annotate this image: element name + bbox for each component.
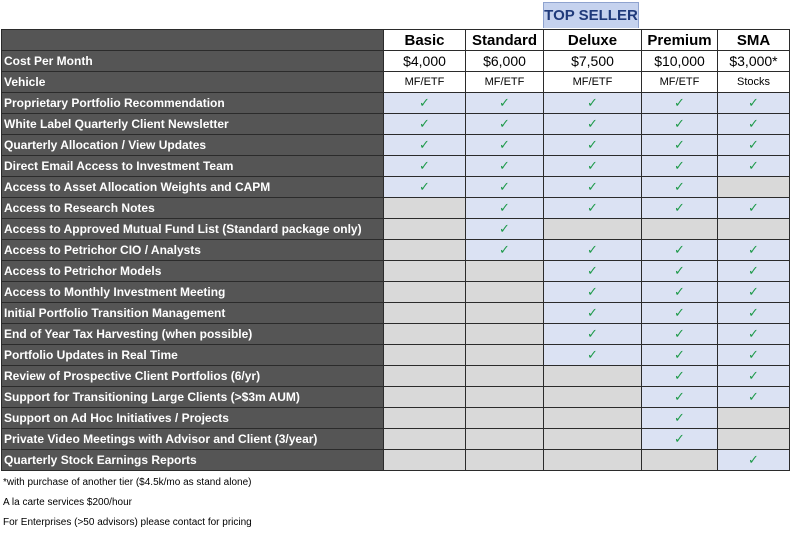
checkmark-icon: ✓ <box>674 305 685 320</box>
checkmark-icon: ✓ <box>587 179 598 194</box>
table-row <box>2 198 790 219</box>
footnotes <box>3 472 252 532</box>
pricing-table <box>1 29 790 471</box>
check-cell-standard <box>466 198 544 219</box>
check-cell-deluxe <box>544 345 642 366</box>
feature-label: Review of Prospective Client Portfolios (6/yr) <box>2 366 384 387</box>
value-cell-sma: Stocks <box>718 72 790 93</box>
check-cell-sma <box>718 198 790 219</box>
checkmark-icon: ✓ <box>587 347 598 362</box>
feature-label: Quarterly Allocation / View Updates <box>2 135 384 156</box>
check-cell-basic <box>384 282 466 303</box>
checkmark-icon: ✓ <box>587 284 598 299</box>
feature-label: White Label Quarterly Client Newsletter <box>2 114 384 135</box>
checkmark-icon: ✓ <box>748 95 759 110</box>
check-cell-sma <box>718 261 790 282</box>
checkmark-icon: ✓ <box>674 200 685 215</box>
feature-label: Cost Per Month <box>2 51 384 72</box>
table-row <box>2 366 790 387</box>
checkmark-icon: ✓ <box>748 389 759 404</box>
checkmark-icon: ✓ <box>674 95 685 110</box>
checkmark-icon: ✓ <box>748 305 759 320</box>
checkmark-icon: ✓ <box>748 452 759 467</box>
tier-header-basic: Basic <box>384 30 466 51</box>
check-cell-sma <box>718 282 790 303</box>
checkmark-icon: ✓ <box>748 137 759 152</box>
check-cell-premium <box>642 135 718 156</box>
checkmark-icon: ✓ <box>748 242 759 257</box>
checkmark-icon: ✓ <box>674 326 685 341</box>
feature-label: Support for Transitioning Large Clients (>$3m AUM) <box>2 387 384 408</box>
check-cell-standard <box>466 261 544 282</box>
checkmark-icon: ✓ <box>748 200 759 215</box>
table-row <box>2 93 790 114</box>
checkmark-icon: ✓ <box>748 347 759 362</box>
table-row <box>2 387 790 408</box>
check-cell-basic <box>384 219 466 240</box>
check-cell-standard <box>466 324 544 345</box>
check-cell-premium <box>642 303 718 324</box>
table-row <box>2 114 790 135</box>
check-cell-deluxe <box>544 366 642 387</box>
feature-label: Access to Monthly Investment Meeting <box>2 282 384 303</box>
tier-header-row <box>2 30 790 51</box>
check-cell-standard <box>466 387 544 408</box>
table-row <box>2 51 790 72</box>
feature-label: Initial Portfolio Transition Management <box>2 303 384 324</box>
check-cell-sma <box>718 303 790 324</box>
feature-label: Access to Approved Mutual Fund List (Standard package only) <box>2 219 384 240</box>
check-cell-premium <box>642 198 718 219</box>
check-cell-sma <box>718 135 790 156</box>
check-cell-premium <box>642 429 718 450</box>
check-cell-basic <box>384 387 466 408</box>
check-cell-deluxe <box>544 198 642 219</box>
checkmark-icon: ✓ <box>674 368 685 383</box>
table-row <box>2 324 790 345</box>
tier-header-standard: Standard <box>466 30 544 51</box>
feature-label: Access to Research Notes <box>2 198 384 219</box>
footnote-sma-pricing: *with purchase of another tier ($4.5k/mo as stand alone) <box>3 477 252 488</box>
check-cell-sma <box>718 240 790 261</box>
check-cell-deluxe <box>544 282 642 303</box>
check-cell-premium <box>642 387 718 408</box>
check-cell-sma <box>718 219 790 240</box>
value-cell-standard: MF/ETF <box>466 72 544 93</box>
value-cell-deluxe: $7,500 <box>544 51 642 72</box>
value-cell-deluxe: MF/ETF <box>544 72 642 93</box>
checkmark-icon: ✓ <box>587 158 598 173</box>
check-cell-premium <box>642 114 718 135</box>
check-cell-basic <box>384 366 466 387</box>
check-cell-sma <box>718 408 790 429</box>
check-cell-deluxe <box>544 450 642 471</box>
checkmark-icon: ✓ <box>748 158 759 173</box>
check-cell-standard <box>466 429 544 450</box>
checkmark-icon: ✓ <box>587 116 598 131</box>
checkmark-icon: ✓ <box>748 263 759 278</box>
checkmark-icon: ✓ <box>499 137 510 152</box>
value-cell-sma: $3,000* <box>718 51 790 72</box>
table-row <box>2 450 790 471</box>
check-cell-basic <box>384 135 466 156</box>
check-cell-premium <box>642 93 718 114</box>
check-cell-sma <box>718 366 790 387</box>
check-cell-deluxe <box>544 387 642 408</box>
feature-label: Vehicle <box>2 72 384 93</box>
checkmark-icon: ✓ <box>674 389 685 404</box>
table-row <box>2 345 790 366</box>
check-cell-deluxe <box>544 324 642 345</box>
checkmark-icon: ✓ <box>748 326 759 341</box>
check-cell-premium <box>642 240 718 261</box>
checkmark-icon: ✓ <box>748 368 759 383</box>
value-cell-basic: $4,000 <box>384 51 466 72</box>
checkmark-icon: ✓ <box>587 326 598 341</box>
feature-label: Access to Petrichor CIO / Analysts <box>2 240 384 261</box>
check-cell-basic <box>384 345 466 366</box>
feature-label: Access to Asset Allocation Weights and CAPM <box>2 177 384 198</box>
checkmark-icon: ✓ <box>499 200 510 215</box>
checkmark-icon: ✓ <box>674 263 685 278</box>
table-row <box>2 282 790 303</box>
check-cell-deluxe <box>544 261 642 282</box>
table-row <box>2 408 790 429</box>
check-cell-basic <box>384 198 466 219</box>
check-cell-basic <box>384 408 466 429</box>
check-cell-sma <box>718 114 790 135</box>
check-cell-basic <box>384 156 466 177</box>
check-cell-deluxe <box>544 240 642 261</box>
checkmark-icon: ✓ <box>419 95 430 110</box>
check-cell-sma <box>718 177 790 198</box>
footnote-a-la-carte: A la carte services $200/hour <box>3 497 132 508</box>
header-corner <box>2 30 384 51</box>
value-cell-basic: MF/ETF <box>384 72 466 93</box>
checkmark-icon: ✓ <box>419 179 430 194</box>
checkmark-icon: ✓ <box>748 116 759 131</box>
check-cell-standard <box>466 156 544 177</box>
check-cell-premium <box>642 450 718 471</box>
value-cell-standard: $6,000 <box>466 51 544 72</box>
checkmark-icon: ✓ <box>674 137 685 152</box>
feature-label: End of Year Tax Harvesting (when possible) <box>2 324 384 345</box>
table-row <box>2 240 790 261</box>
table-row <box>2 261 790 282</box>
check-cell-basic <box>384 303 466 324</box>
checkmark-icon: ✓ <box>587 242 598 257</box>
table-row <box>2 303 790 324</box>
checkmark-icon: ✓ <box>419 116 430 131</box>
check-cell-basic <box>384 429 466 450</box>
checkmark-icon: ✓ <box>674 116 685 131</box>
footnote-enterprise: For Enterprises (>50 advisors) please contact for pricing <box>3 517 252 528</box>
checkmark-icon: ✓ <box>499 179 510 194</box>
check-cell-standard <box>466 282 544 303</box>
checkmark-icon: ✓ <box>587 95 598 110</box>
feature-label: Private Video Meetings with Advisor and Client (3/year) <box>2 429 384 450</box>
check-cell-deluxe <box>544 156 642 177</box>
check-cell-standard <box>466 219 544 240</box>
table-row <box>2 177 790 198</box>
check-cell-basic <box>384 240 466 261</box>
checkmark-icon: ✓ <box>587 200 598 215</box>
check-cell-standard <box>466 408 544 429</box>
check-cell-sma <box>718 93 790 114</box>
checkmark-icon: ✓ <box>674 179 685 194</box>
check-cell-sma <box>718 387 790 408</box>
check-cell-standard <box>466 366 544 387</box>
tier-header-sma: SMA <box>718 30 790 51</box>
feature-label: Proprietary Portfolio Recommendation <box>2 93 384 114</box>
checkmark-icon: ✓ <box>419 158 430 173</box>
check-cell-basic <box>384 450 466 471</box>
check-cell-standard <box>466 303 544 324</box>
table-row <box>2 429 790 450</box>
check-cell-sma <box>718 324 790 345</box>
table-row <box>2 156 790 177</box>
check-cell-deluxe <box>544 408 642 429</box>
table-row <box>2 135 790 156</box>
tier-header-premium: Premium <box>642 30 718 51</box>
check-cell-deluxe <box>544 177 642 198</box>
check-cell-sma <box>718 450 790 471</box>
check-cell-standard <box>466 450 544 471</box>
check-cell-standard <box>466 114 544 135</box>
checkmark-icon: ✓ <box>419 137 430 152</box>
checkmark-icon: ✓ <box>674 242 685 257</box>
value-cell-premium: $10,000 <box>642 51 718 72</box>
feature-label: Direct Email Access to Investment Team <box>2 156 384 177</box>
check-cell-premium <box>642 219 718 240</box>
tier-header-deluxe: Deluxe <box>544 30 642 51</box>
check-cell-deluxe <box>544 303 642 324</box>
checkmark-icon: ✓ <box>674 431 685 446</box>
check-cell-premium <box>642 156 718 177</box>
table-row <box>2 219 790 240</box>
check-cell-premium <box>642 345 718 366</box>
checkmark-icon: ✓ <box>674 410 685 425</box>
check-cell-basic <box>384 261 466 282</box>
check-cell-standard <box>466 93 544 114</box>
feature-label: Access to Petrichor Models <box>2 261 384 282</box>
check-cell-basic <box>384 114 466 135</box>
checkmark-icon: ✓ <box>587 137 598 152</box>
check-cell-basic <box>384 177 466 198</box>
checkmark-icon: ✓ <box>748 284 759 299</box>
checkmark-icon: ✓ <box>499 116 510 131</box>
check-cell-sma <box>718 345 790 366</box>
feature-label: Quarterly Stock Earnings Reports <box>2 450 384 471</box>
feature-rows <box>2 51 790 471</box>
check-cell-premium <box>642 261 718 282</box>
top-seller-badge: TOP SELLER <box>543 2 639 28</box>
checkmark-icon: ✓ <box>587 305 598 320</box>
check-cell-standard <box>466 345 544 366</box>
checkmark-icon: ✓ <box>674 284 685 299</box>
check-cell-deluxe <box>544 93 642 114</box>
check-cell-standard <box>466 135 544 156</box>
check-cell-sma <box>718 156 790 177</box>
check-cell-premium <box>642 366 718 387</box>
check-cell-sma <box>718 429 790 450</box>
checkmark-icon: ✓ <box>499 95 510 110</box>
value-cell-premium: MF/ETF <box>642 72 718 93</box>
check-cell-premium <box>642 282 718 303</box>
check-cell-premium <box>642 177 718 198</box>
checkmark-icon: ✓ <box>499 158 510 173</box>
check-cell-deluxe <box>544 219 642 240</box>
check-cell-basic <box>384 324 466 345</box>
table-row <box>2 72 790 93</box>
check-cell-premium <box>642 324 718 345</box>
checkmark-icon: ✓ <box>499 242 510 257</box>
feature-label: Portfolio Updates in Real Time <box>2 345 384 366</box>
checkmark-icon: ✓ <box>674 158 685 173</box>
check-cell-deluxe <box>544 114 642 135</box>
checkmark-icon: ✓ <box>674 347 685 362</box>
feature-label: Support on Ad Hoc Initiatives / Projects <box>2 408 384 429</box>
check-cell-basic <box>384 93 466 114</box>
check-cell-deluxe <box>544 135 642 156</box>
check-cell-premium <box>642 408 718 429</box>
checkmark-icon: ✓ <box>587 263 598 278</box>
check-cell-standard <box>466 177 544 198</box>
check-cell-deluxe <box>544 429 642 450</box>
checkmark-icon: ✓ <box>499 221 510 236</box>
check-cell-standard <box>466 240 544 261</box>
